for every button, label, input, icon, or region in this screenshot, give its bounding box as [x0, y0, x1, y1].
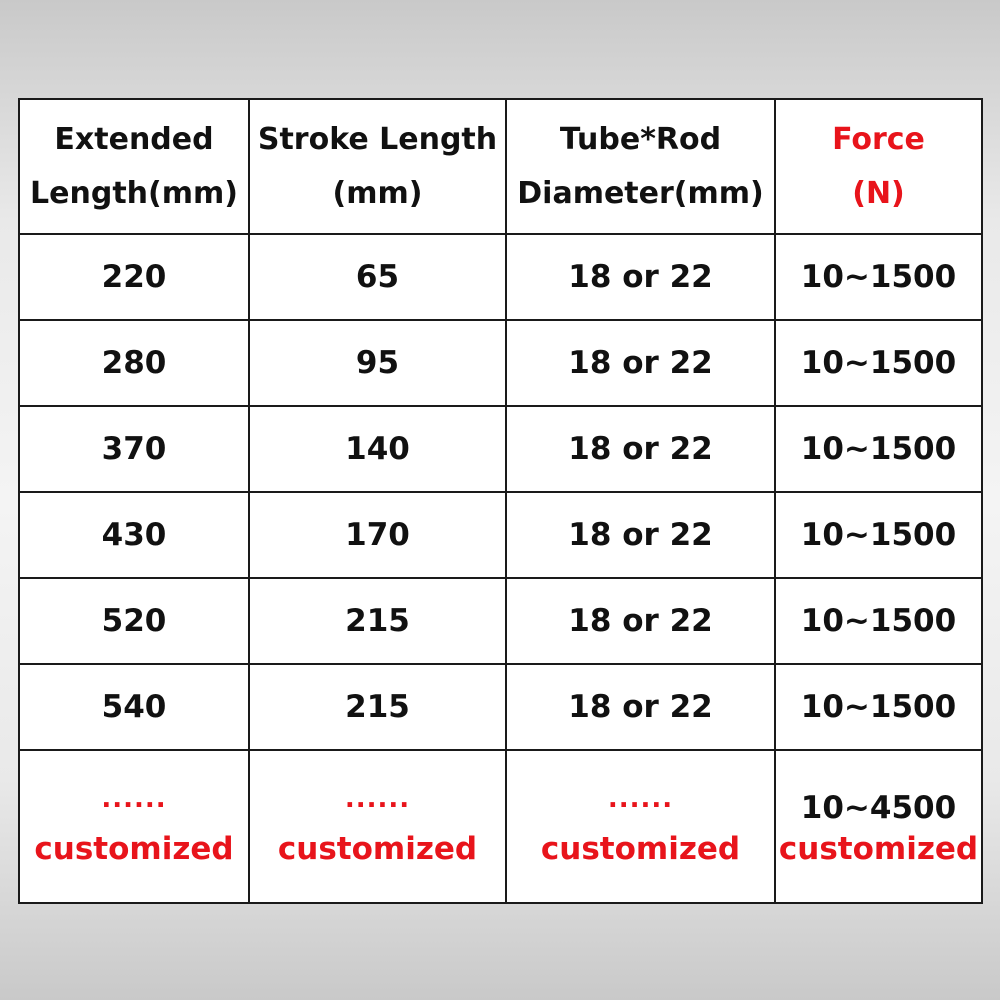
cell-extended-length: 430	[19, 492, 249, 578]
cell-stroke-length: 95	[249, 320, 506, 406]
cell-force: 10~1500	[775, 664, 982, 750]
header-text: Force	[832, 121, 925, 157]
table-row	[19, 234, 982, 320]
cell-extended-length: 540	[19, 664, 249, 750]
table-row	[19, 492, 982, 578]
cell-force: 10~1500	[775, 320, 982, 406]
header-text: (mm)	[332, 175, 423, 211]
cell-diameter: 18 or 22	[506, 320, 775, 406]
cell-extended-customized	[19, 750, 249, 903]
ellipsis-dots: ......	[607, 783, 674, 814]
force-custom-value: 10~4500	[800, 789, 957, 826]
table-row	[19, 406, 982, 492]
cell-diameter: 18 or 22	[506, 492, 775, 578]
table-row	[19, 664, 982, 750]
cell-extended-length: 220	[19, 234, 249, 320]
cell-diameter-customized	[506, 750, 775, 903]
ellipsis-dots: ......	[344, 783, 411, 814]
spec-table	[18, 98, 983, 904]
cell-diameter: 18 or 22	[506, 578, 775, 664]
header-force	[775, 99, 982, 234]
cell-diameter: 18 or 22	[506, 664, 775, 750]
customized-label: customized	[277, 830, 478, 867]
header-row	[19, 99, 982, 234]
customized-label: customized	[34, 830, 234, 867]
cell-force-customized	[775, 750, 982, 903]
ellipsis-dots: ......	[101, 783, 167, 814]
cell-force: 10~1500	[775, 406, 982, 492]
header-stroke-length	[249, 99, 506, 234]
header-diameter	[506, 99, 775, 234]
cell-diameter: 18 or 22	[506, 234, 775, 320]
cell-diameter: 18 or 22	[506, 406, 775, 492]
cell-stroke-length: 140	[249, 406, 506, 492]
header-text: Extended	[54, 121, 214, 157]
header-text: Length(mm)	[30, 175, 238, 211]
cell-stroke-length: 170	[249, 492, 506, 578]
cell-stroke-length: 65	[249, 234, 506, 320]
header-text: (N)	[852, 175, 905, 211]
cell-extended-length: 370	[19, 406, 249, 492]
customized-row	[19, 750, 982, 903]
header-extended-length	[19, 99, 249, 234]
header-text: Stroke Length	[257, 121, 498, 157]
table-row	[19, 578, 982, 664]
customized-label: customized	[778, 830, 979, 867]
customized-label: customized	[540, 830, 741, 867]
header-text: Tube*Rod	[559, 121, 722, 157]
cell-stroke-length: 215	[249, 664, 506, 750]
cell-force: 10~1500	[775, 234, 982, 320]
cell-extended-length: 280	[19, 320, 249, 406]
cell-stroke-customized	[249, 750, 506, 903]
table-row	[19, 320, 982, 406]
cell-force: 10~1500	[775, 578, 982, 664]
cell-stroke-length: 215	[249, 578, 506, 664]
header-text: Diameter(mm)	[517, 175, 764, 211]
cell-force: 10~1500	[775, 492, 982, 578]
cell-extended-length: 520	[19, 578, 249, 664]
